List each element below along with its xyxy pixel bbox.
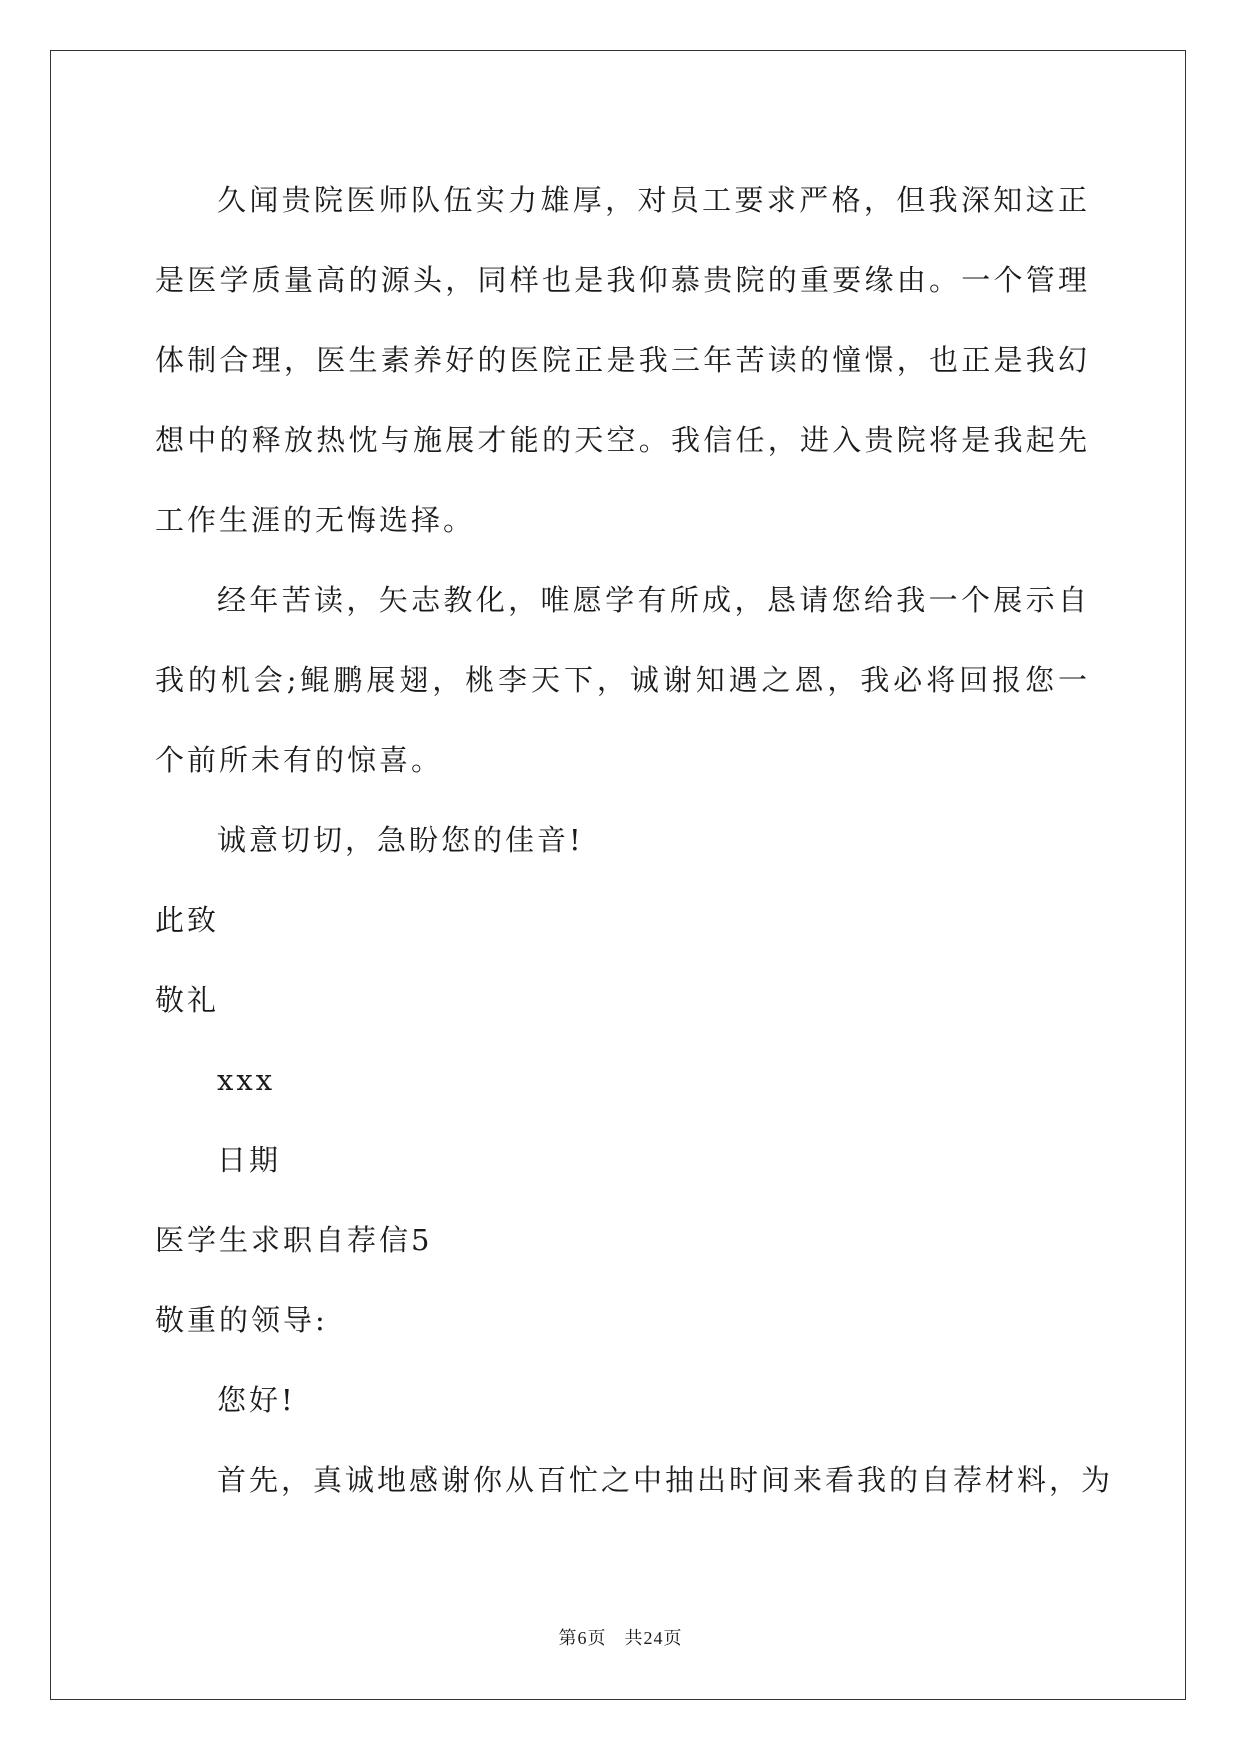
signature: xxx [217, 1063, 276, 1097]
closing-line-1: 此致 [155, 903, 220, 937]
closing-line-2: 敬礼 [155, 983, 220, 1017]
section-title: 医学生求职自荐信5 [155, 1223, 433, 1257]
paragraph-last: 首先，真诚地感谢你从百忙之中抽出时间来看我的自荐材料，为 [217, 1463, 1114, 1497]
page-number: 第6页 [558, 1628, 607, 1648]
total-pages: 共24页 [624, 1628, 683, 1648]
paragraph-2: 经年苦读，矢志教化，唯愿学有所成，恳请您给我一个展示自我的机会;鲲鹏展翅，桃李天下，诚谢知遇之恩，我必将回报您一个前所未有的惊喜。 [155, 583, 1090, 777]
page-footer [0, 1624, 1241, 1650]
paragraph-1: 久闻贵院医师队伍实力雄厚，对员工要求严格，但我深知这正是医学质量高的源头，同样也是我仰慕贵院的重要缘由。一个管理体制合理，医生素养好的医院正是我三年苦读的憧憬，也正是我幻想中的释放热忱与施展才能的天空。我信任，进入贵院将是我起先工作生涯的无悔选择。 [155, 183, 1090, 537]
salutation: 敬重的领导: [155, 1303, 328, 1337]
date-label: 日期 [217, 1143, 282, 1177]
greeting: 您好! [217, 1383, 296, 1417]
paragraph-3: 诚意切切，急盼您的佳音! [217, 823, 584, 857]
document-body [155, 160, 1114, 1520]
